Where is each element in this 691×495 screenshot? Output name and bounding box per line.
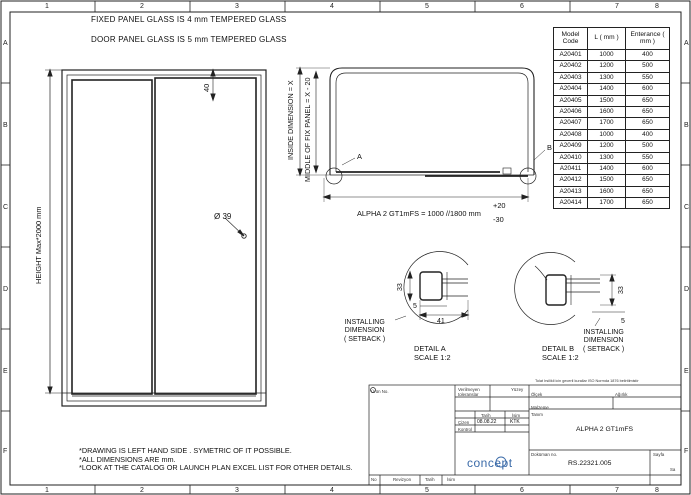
grid-col-8: 8 xyxy=(655,3,659,10)
detail-a-install-line-3: ( SETBACK ) xyxy=(344,335,386,343)
entrance-cell: 650 xyxy=(626,186,670,197)
yuzey-label: Yüzey xyxy=(511,387,524,392)
model-code-cell: A20407 xyxy=(554,118,588,129)
header-entrance: Enterance ( mm ) xyxy=(626,28,670,50)
fixed-panel-note: FIXED PANEL GLASS IS 4 mm TEMPERED GLASS xyxy=(91,15,287,24)
grid-row-f: F xyxy=(3,448,8,455)
revision-tarih-label: Tarih xyxy=(425,477,435,482)
length-cell: 1200 xyxy=(588,61,626,72)
model-code-cell: A20412 xyxy=(554,175,588,186)
grid-col-8-bottom: 8 xyxy=(655,487,659,494)
door-panel-note: DOOR PANEL GLASS IS 5 mm TEMPERED GLASS xyxy=(91,35,287,44)
model-code-cell: A20411 xyxy=(554,163,588,174)
olcek-label: Ölçek xyxy=(531,392,543,397)
entrance-cell: 500 xyxy=(626,61,670,72)
length-cell: 1200 xyxy=(588,141,626,152)
detail-b-dim-33: 33 xyxy=(618,286,625,294)
length-cell: 1700 xyxy=(588,198,626,209)
note-left-hand: *DRAWING IS LEFT HAND SIDE . SYMETRIC OF IT POSSIBLE. xyxy=(79,446,292,455)
model-code-cell: A20405 xyxy=(554,95,588,106)
model-table-row xyxy=(554,84,670,95)
inside-dimension-label: INSIDE DIMENSION = X xyxy=(286,80,295,160)
detail-b-install-line-1: INSTALLING xyxy=(583,329,624,336)
grid-col-4: 4 xyxy=(330,3,334,10)
sayfa-label: Sayfa xyxy=(653,452,665,457)
product-name: ALPHA 2 GT1mFS xyxy=(576,426,634,433)
grid-row-d: D xyxy=(3,286,9,293)
kontrol-label: Kontrol xyxy=(458,427,472,432)
sa-label: Sa xyxy=(670,467,676,472)
model-code-cell: A20414 xyxy=(554,198,588,209)
length-cell: 1600 xyxy=(588,186,626,197)
grid-row-a-right: A xyxy=(684,40,689,47)
model-code-cell: A20404 xyxy=(554,84,588,95)
entrance-cell: 650 xyxy=(626,95,670,106)
model-table-row xyxy=(554,72,670,83)
alpha-dimension-label: ALPHA 2 GT1mFS = 1000 //1800 mm xyxy=(357,209,481,218)
detail-b-install-line-3: ( SETBACK ) xyxy=(583,345,625,353)
detail-a-install-line-2: DIMENSION xyxy=(344,327,385,335)
grid-row-f-right: F xyxy=(684,448,689,455)
header-model-code: Model Code xyxy=(554,28,588,50)
concept-logo: concept xyxy=(467,456,513,470)
tolerance-plus: +20 xyxy=(493,201,506,210)
detail-b-install-label xyxy=(583,329,624,354)
detail-b-scale: SCALE 1:2 xyxy=(542,353,579,362)
detail-a-marker: A xyxy=(357,152,362,161)
handle-diameter-label: Ø 39 xyxy=(214,212,232,221)
model-table-row xyxy=(554,163,670,174)
model-code-table xyxy=(553,27,670,209)
detail-b-install-line-2: DIMENSION xyxy=(583,337,624,345)
cizen-label: Çizen xyxy=(458,420,470,425)
detail-a-install-label xyxy=(344,319,385,344)
grid-col-1: 1 xyxy=(45,3,49,10)
verilmeyen-label-1: Verilmeyen xyxy=(458,387,480,392)
length-cell: 1600 xyxy=(588,106,626,117)
entrance-cell: 600 xyxy=(626,84,670,95)
model-code-cell: A20402 xyxy=(554,61,588,72)
entrance-cell: 600 xyxy=(626,163,670,174)
urun-no-label: Ürün No. xyxy=(371,389,389,394)
model-table-row xyxy=(554,118,670,129)
note-dimensions-mm: *ALL DIMENSIONS ARE mm. xyxy=(79,454,176,464)
grid-row-a: A xyxy=(3,40,8,47)
tolerance-minus: -30 xyxy=(493,215,504,224)
model-table-row xyxy=(554,175,670,186)
model-code-cell: A20401 xyxy=(554,50,588,61)
detail-a-title: DETAIL A xyxy=(414,344,446,353)
detail-a-scale: SCALE 1:2 xyxy=(414,353,451,362)
grid-col-7-bottom: 7 xyxy=(615,487,619,494)
detail-a-dim-41: 41 xyxy=(437,318,445,325)
length-cell: 1500 xyxy=(588,95,626,106)
grid-row-e: E xyxy=(3,368,8,375)
top-view xyxy=(296,68,545,202)
drawn-date: 08.08.22 xyxy=(477,419,497,425)
detail-a-dim-33: 33 xyxy=(397,283,404,291)
length-cell: 1400 xyxy=(588,84,626,95)
revision-isim-label: İsim xyxy=(447,477,456,482)
agirlik-label: Ağırlık xyxy=(615,392,628,397)
length-cell: 1000 xyxy=(588,129,626,140)
drawn-by: KTK xyxy=(510,419,520,425)
verilmeyen-label-2: toleranslar xyxy=(458,392,479,397)
length-cell: 1300 xyxy=(588,152,626,163)
tolerance-note: Tolat Irsilikli icin gecerli kurallar ISO Normda 1876 belirtilmistir xyxy=(535,379,639,383)
grid-col-4-bottom: 4 xyxy=(330,487,334,494)
model-code-cell: A20406 xyxy=(554,106,588,117)
model-table-header-row xyxy=(554,28,670,50)
model-code-cell: A20410 xyxy=(554,152,588,163)
model-table-row xyxy=(554,152,670,163)
grid-row-d-right: D xyxy=(684,286,690,293)
isim-label: İsim xyxy=(512,413,521,418)
tanim-label: Tanım xyxy=(531,412,543,417)
detail-a-dim-5: 5 xyxy=(413,303,417,310)
entrance-cell: 550 xyxy=(626,152,670,163)
model-code-cell: A20408 xyxy=(554,129,588,140)
grid-col-6: 6 xyxy=(520,3,524,10)
grid-row-c: C xyxy=(3,204,9,211)
grid-col-1-bottom: 1 xyxy=(45,487,49,494)
height-label: HEIGHT Max*2000 mm xyxy=(34,206,43,284)
entrance-cell: 650 xyxy=(626,106,670,117)
detail-b-title: DETAIL B xyxy=(542,344,575,353)
grid-col-6-bottom: 6 xyxy=(520,487,524,494)
model-table-row xyxy=(554,141,670,152)
dokuman-no-label: Doküman no. xyxy=(531,452,558,457)
front-view xyxy=(45,70,266,406)
grid-col-5: 5 xyxy=(425,3,429,10)
length-cell: 1500 xyxy=(588,175,626,186)
header-length: L ( mm ) xyxy=(588,28,626,50)
model-table-row xyxy=(554,95,670,106)
length-cell: 1700 xyxy=(588,118,626,129)
detail-b-drawing xyxy=(515,253,625,327)
grid-col-3: 3 xyxy=(235,3,239,10)
grid-row-e-right: E xyxy=(684,368,689,375)
no-label: No xyxy=(371,477,377,482)
model-table-row xyxy=(554,61,670,72)
model-table-row xyxy=(554,106,670,117)
model-table-row xyxy=(554,129,670,140)
entrance-cell: 550 xyxy=(626,72,670,83)
entrance-cell: 650 xyxy=(626,198,670,209)
middle-fix-panel-label: MIDDLE OF FIX PANEL = X - 20 xyxy=(303,77,312,182)
note-catalog: *LOOK AT THE CATALOG OR LAUNCH PLAN EXCEL LIST FOR OTHER DETAILS. xyxy=(79,463,353,473)
entrance-cell: 650 xyxy=(626,118,670,129)
entrance-cell: 400 xyxy=(626,50,670,61)
model-table-body xyxy=(554,50,670,209)
model-table-row xyxy=(554,198,670,209)
length-cell: 1000 xyxy=(588,50,626,61)
document-number: RS.22321.005 xyxy=(568,460,612,467)
length-cell: 1300 xyxy=(588,72,626,83)
malzeme-label: Malzeme xyxy=(531,405,549,410)
detail-a-drawing xyxy=(395,252,468,324)
entrance-cell: 400 xyxy=(626,129,670,140)
grid-row-b: B xyxy=(3,122,8,129)
grid-col-2-bottom: 2 xyxy=(140,487,144,494)
grid-col-2: 2 xyxy=(140,3,144,10)
grid-col-7: 7 xyxy=(615,3,619,10)
detail-b-marker: B xyxy=(547,143,552,152)
drawing-notes xyxy=(79,447,353,473)
grid-col-3-bottom: 3 xyxy=(235,487,239,494)
grid-row-b-right: B xyxy=(684,122,689,129)
grid-row-c-right: C xyxy=(684,204,690,211)
length-cell: 1400 xyxy=(588,163,626,174)
model-table-row xyxy=(554,50,670,61)
revizyon-label: Revizyon xyxy=(393,477,412,482)
detail-a-install-line-1: INSTALLING xyxy=(344,319,385,326)
detail-b-dim-5: 5 xyxy=(621,318,625,325)
entrance-cell: 650 xyxy=(626,175,670,186)
title-block-frame xyxy=(369,385,681,485)
entrance-cell: 500 xyxy=(626,141,670,152)
grid-col-5-bottom: 5 xyxy=(425,487,429,494)
model-code-cell: A20413 xyxy=(554,186,588,197)
model-table-row xyxy=(554,186,670,197)
tarih-label: Tarih xyxy=(481,413,491,418)
model-code-cell: A20409 xyxy=(554,141,588,152)
model-code-cell: A20403 xyxy=(554,72,588,83)
gap-label: 40 xyxy=(202,83,211,92)
